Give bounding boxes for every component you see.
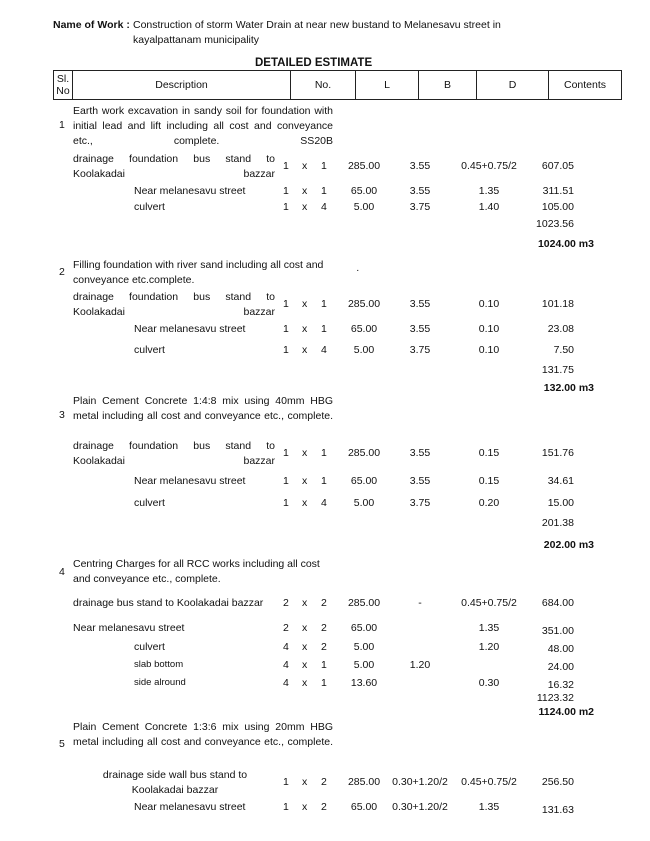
row-n1: 2 [283, 622, 289, 634]
row-d: 0.10 [478, 323, 500, 335]
item-description: Plain Cement Concrete 1:3:6 mix using 20mm HBG metal including all cost and conveyance etc., complete. [73, 721, 333, 748]
row-n2: 1 [321, 475, 327, 487]
row-n2: 4 [321, 201, 327, 213]
row-n2: 2 [321, 776, 327, 788]
row-x: x [302, 160, 308, 172]
row-n1: 1 [283, 497, 289, 509]
row-l: 65.00 [350, 622, 378, 634]
row-l: 65.00 [350, 801, 378, 813]
row-n1: 1 [283, 323, 289, 335]
row-d: 0.15 [478, 447, 500, 459]
row-b: 3.55 [409, 298, 431, 310]
row-l: 285.00 [347, 776, 381, 788]
col-contents-header: Contents [549, 71, 622, 100]
col-l-header: L [356, 71, 419, 100]
item-total: 1124.00 m2 [538, 706, 594, 718]
row-n2: 4 [321, 344, 327, 356]
row-x: x [302, 344, 308, 356]
row-d: 0.10 [478, 344, 500, 356]
row-label: Near melanesavu street [73, 622, 185, 634]
row-n1: 1 [283, 185, 289, 197]
row-n2: 4 [321, 497, 327, 509]
row-contents: 151.76 [541, 447, 574, 459]
name-of-work-line2: kayalpattanam municipality [133, 34, 260, 46]
row-n2: 2 [321, 622, 327, 634]
row-x: x [302, 677, 308, 689]
row-d: 1.20 [478, 641, 500, 653]
row-l: 13.60 [350, 677, 378, 689]
row-n2: 2 [321, 641, 327, 653]
row-n1: 4 [283, 659, 289, 671]
row-d: 0.45+0.75/2 [461, 597, 517, 609]
row-x: x [302, 597, 308, 609]
row-l: 285.00 [347, 597, 381, 609]
item-description: Filling foundation with river sand including all cost and conveyance etc.complete. [73, 259, 324, 286]
row-n1: 1 [283, 475, 289, 487]
row-label: slab bottom [134, 659, 184, 670]
row-l: 285.00 [347, 160, 381, 172]
name-of-work-line1: Construction of storm Water Drain at near new bustand to Melanesavu street in [133, 19, 501, 31]
col-no-header: No. [291, 71, 356, 100]
item-subtotal: 1023.56 [536, 218, 574, 230]
row-label: drainage side wall bus stand to Koolakadai bazzar [102, 769, 248, 796]
row-d: 0.10 [478, 298, 500, 310]
row-label: culvert [134, 497, 165, 509]
row-contents: 105.00 [541, 201, 574, 213]
row-label: drainage foundation bus stand to Koolakadai bazzar [73, 440, 275, 467]
column-header-table [53, 70, 622, 100]
item-sl: 1 [59, 119, 65, 131]
row-l: 5.00 [353, 201, 375, 213]
row-contents: 607.05 [541, 160, 574, 172]
row-d: 0.45+0.75/2 [461, 160, 517, 172]
row-x: x [302, 776, 308, 788]
row-n1: 2 [283, 597, 289, 609]
row-x: x [302, 497, 308, 509]
row-x: x [302, 447, 308, 459]
col-b-header: B [419, 71, 477, 100]
item-total: 132.00 m3 [543, 382, 594, 394]
row-n2: 1 [321, 298, 327, 310]
col-d-header: D [477, 71, 549, 100]
stray-dot: · [356, 264, 360, 276]
item-description: Centring Charges for all RCC works including all cost and conveyance etc., complete. [73, 558, 320, 585]
row-label: culvert [134, 201, 165, 213]
row-d: 1.40 [478, 201, 500, 213]
row-contents: 23.08 [547, 323, 574, 335]
row-label: drainage bus stand to Koolakadai bazzar [73, 597, 264, 609]
row-contents: 48.00 [547, 643, 574, 655]
row-l: 65.00 [350, 323, 378, 335]
row-contents: 24.00 [547, 661, 574, 673]
item-description: Plain Cement Concrete 1:4:8 mix using 40mm HBG metal including all cost and conveyance etc., complete. [73, 395, 333, 422]
row-b: 3.75 [409, 344, 431, 356]
row-x: x [302, 659, 308, 671]
item-sl: 2 [59, 266, 65, 278]
row-label: side alround [134, 677, 186, 688]
item-sl: 4 [59, 566, 65, 578]
col-description-header: Description [73, 71, 291, 100]
row-n1: 1 [283, 201, 289, 213]
row-l: 5.00 [353, 659, 375, 671]
row-contents: 131.63 [541, 804, 574, 816]
row-contents: 351.00 [541, 625, 574, 637]
row-d: 0.45+0.75/2 [461, 776, 517, 788]
row-d: 0.30 [478, 677, 500, 689]
row-n1: 1 [283, 776, 289, 788]
row-n1: 1 [283, 344, 289, 356]
row-b: 3.55 [409, 475, 431, 487]
row-l: 5.00 [353, 641, 375, 653]
row-contents: 34.61 [547, 475, 574, 487]
row-label: Near melanesavu street [134, 475, 246, 487]
row-l: 65.00 [350, 475, 378, 487]
page-title: DETAILED ESTIMATE [255, 57, 373, 69]
row-l: 5.00 [353, 497, 375, 509]
row-label: Near melanesavu street [134, 801, 246, 813]
row-l: 285.00 [347, 298, 381, 310]
item-sl: 3 [59, 409, 65, 421]
row-l: 285.00 [347, 447, 381, 459]
row-label: Near melanesavu street [134, 185, 246, 197]
row-x: x [302, 801, 308, 813]
row-l: 5.00 [353, 344, 375, 356]
row-b: 0.30+1.20/2 [392, 776, 448, 788]
row-n2: 1 [321, 160, 327, 172]
row-label: culvert [134, 344, 165, 356]
item-total: 202.00 m3 [543, 539, 594, 551]
row-x: x [302, 475, 308, 487]
row-contents: 684.00 [541, 597, 574, 609]
row-x: x [302, 298, 308, 310]
row-x: x [302, 622, 308, 634]
row-b: 3.55 [409, 160, 431, 172]
row-label: drainage foundation bus stand to Koolakadai bazzar [73, 291, 275, 318]
row-contents: 311.51 [542, 185, 574, 197]
item-description: Earth work excavation in sandy soil for foundation with initial lead and lift including all cost and conveyance etc., complete. SS20B [73, 105, 333, 147]
item-total: 1024.00 m3 [537, 238, 594, 250]
row-b: 3.55 [409, 447, 431, 459]
row-b: 3.55 [409, 323, 431, 335]
row-label: Near melanesavu street [134, 323, 246, 335]
row-contents: 7.50 [553, 344, 574, 356]
row-b: 1.20 [409, 659, 431, 671]
row-label: drainage foundation bus stand to Koolakadai bazzar [73, 153, 275, 180]
row-n1: 1 [283, 298, 289, 310]
item-subtotal: 1123.32 [536, 692, 574, 704]
row-contents: 256.50 [541, 776, 574, 788]
name-of-work-label: Name of Work : [53, 19, 130, 31]
row-x: x [302, 185, 308, 197]
row-contents: 16.32 [547, 679, 574, 691]
row-d: 1.35 [478, 801, 500, 813]
row-contents: 15.00 [547, 497, 574, 509]
row-n2: 1 [321, 323, 327, 335]
row-n1: 1 [283, 801, 289, 813]
row-x: x [302, 201, 308, 213]
row-d: 0.15 [478, 475, 500, 487]
row-n2: 1 [321, 447, 327, 459]
row-b: 0.30+1.20/2 [392, 801, 448, 813]
row-n2: 2 [321, 597, 327, 609]
row-b: 3.75 [409, 497, 431, 509]
row-n2: 1 [321, 677, 327, 689]
row-n2: 1 [321, 185, 327, 197]
row-d: 1.35 [478, 622, 500, 634]
item-subtotal: 201.38 [541, 517, 574, 529]
row-l: 65.00 [350, 185, 378, 197]
row-contents: 101.18 [541, 298, 574, 310]
row-b: 3.55 [409, 185, 431, 197]
row-b: 3.75 [409, 201, 431, 213]
row-d: 1.35 [478, 185, 500, 197]
item-subtotal: 131.75 [541, 364, 574, 376]
item-sl: 5 [59, 738, 65, 750]
row-n2: 1 [321, 659, 327, 671]
row-d: 0.20 [478, 497, 500, 509]
row-label: culvert [134, 641, 165, 653]
row-b: - [418, 597, 422, 609]
col-sl-header: Sl. No [54, 71, 73, 100]
row-n1: 1 [283, 160, 289, 172]
row-x: x [302, 323, 308, 335]
row-x: x [302, 641, 308, 653]
row-n2: 2 [321, 801, 327, 813]
row-n1: 4 [283, 677, 289, 689]
row-n1: 1 [283, 447, 289, 459]
row-n1: 4 [283, 641, 289, 653]
